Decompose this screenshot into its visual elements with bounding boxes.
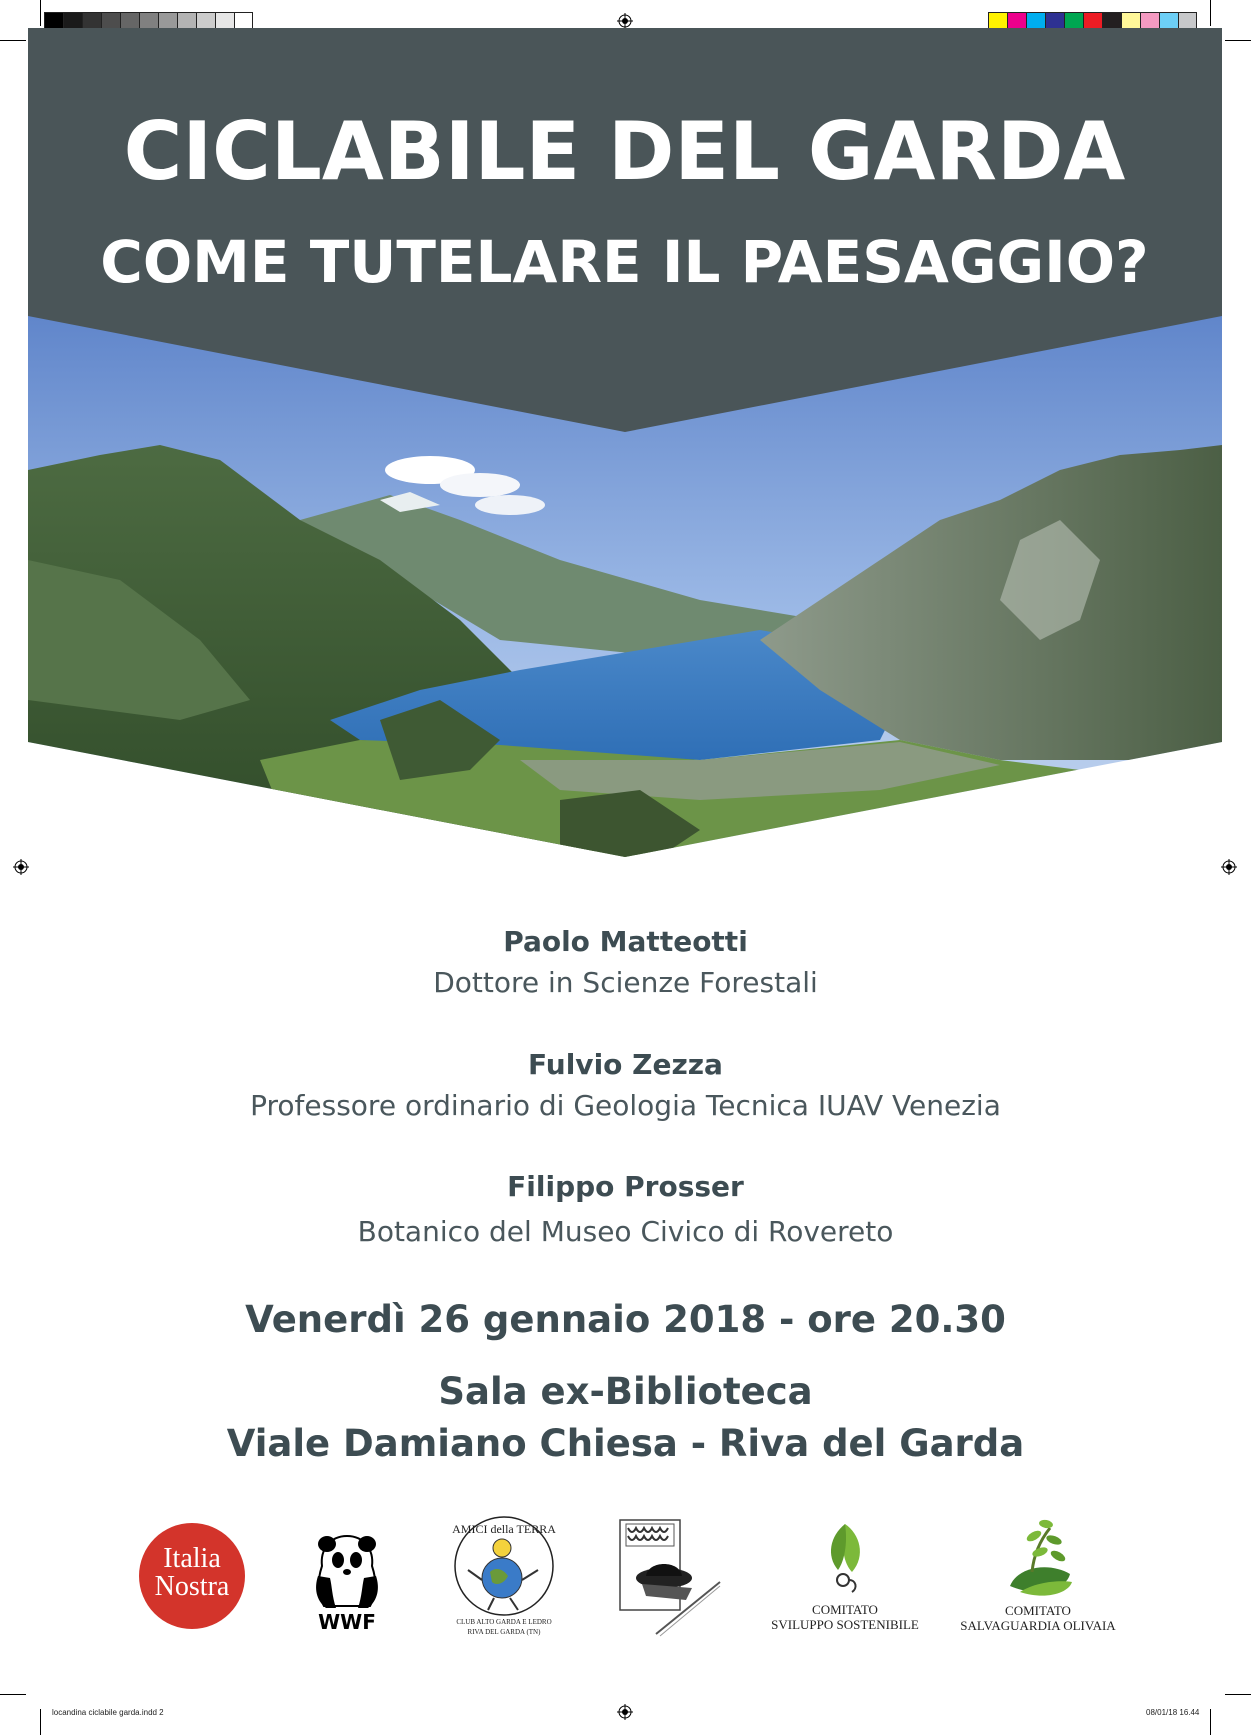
crop-mark: [1210, 1709, 1211, 1735]
italia-nostra-line1: Italia: [163, 1543, 221, 1574]
sprout-icon: [770, 1516, 920, 1600]
poster-subtitle: COME TUTELARE IL PAESAGGIO?: [100, 228, 1149, 296]
olivaia-caption-1: COMITATO: [1005, 1603, 1071, 1618]
amici-della-terra-logo: [448, 1514, 560, 1644]
speaker-role: Dottore in Scienze Forestali: [433, 966, 818, 999]
wwf-text: WWF: [318, 1610, 376, 1634]
event-address: Viale Damiano Chiesa - Riva del Garda: [226, 1422, 1025, 1465]
registration-mark-icon: [617, 1704, 633, 1720]
speaker-name: Fulvio Zezza: [528, 1048, 723, 1081]
wwf-logo: [310, 1532, 384, 1632]
event-venue: Sala ex-Biblioteca: [438, 1370, 813, 1413]
poster-title: CICLABILE DEL GARDA: [123, 105, 1126, 198]
comitato-olivaia-logo: [958, 1516, 1118, 1636]
panda-icon: [310, 1532, 384, 1610]
speaker-name: Filippo Prosser: [507, 1170, 744, 1203]
italia-nostra-logo: [138, 1522, 246, 1630]
italia-nostra-line2: Nostra: [154, 1571, 230, 1602]
print-file-label: locandina ciclabile garda.indd 2: [52, 1708, 164, 1717]
crop-mark: [0, 1694, 26, 1695]
olive-tree-icon: [958, 1516, 1118, 1600]
sviluppo-caption-2: SVILUPPO SOSTENIBILE: [771, 1617, 919, 1632]
speaker-name: Paolo Matteotti: [503, 925, 748, 958]
amici-title: AMICI della TERRA: [452, 1522, 556, 1536]
event-datetime: Venerdì 26 gennaio 2018 - ore 20.30: [245, 1298, 1006, 1341]
comitato-sviluppo-logo: [770, 1516, 920, 1636]
crop-mark: [1225, 1694, 1251, 1695]
print-timestamp: 08/01/18 16.44: [1146, 1708, 1200, 1717]
hat-quill-logo: [616, 1516, 724, 1638]
amici-caption-2: RIVA DEL GARDA (TN): [467, 1628, 541, 1636]
speaker-role: Botanico del Museo Civico di Rovereto: [357, 1215, 894, 1248]
sviluppo-caption-1: COMITATO: [812, 1602, 878, 1617]
amici-caption-1: CLUB ALTO GARDA E LEDRO: [456, 1618, 552, 1626]
crop-mark: [40, 1709, 41, 1735]
speaker-role: Professore ordinario di Geologia Tecnica IUAV Venezia: [250, 1089, 1001, 1122]
hat-quill-icon: [616, 1516, 724, 1638]
olivaia-caption-2: SALVAGUARDIA OLIVAIA: [960, 1618, 1116, 1633]
